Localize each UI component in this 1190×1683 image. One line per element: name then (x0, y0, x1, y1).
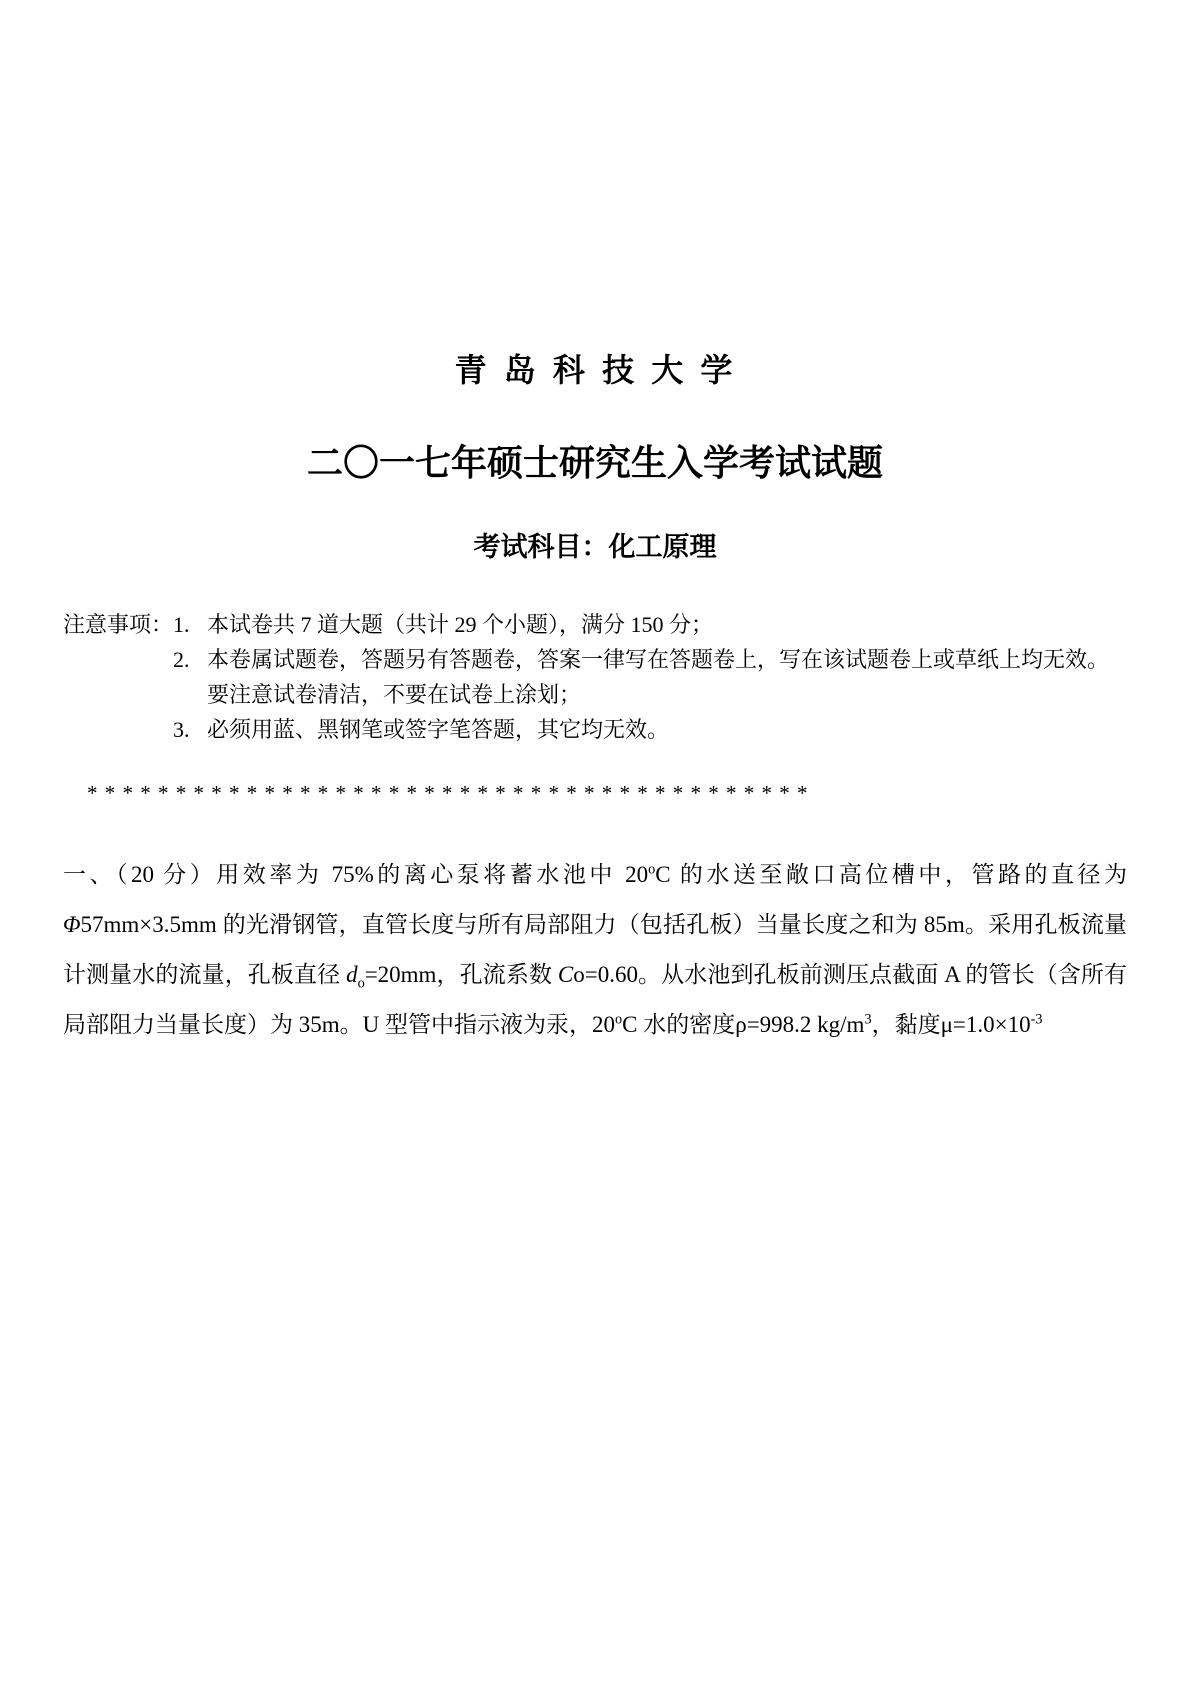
notes-section (63, 607, 1127, 747)
note-text: 必须用蓝、黑钢笔或签字笔答题，其它均无效。 (207, 717, 670, 742)
note-text: 本试卷共 7 道大题（共计 29 个小题），满分 150 分； (207, 612, 714, 637)
note-number: 1. (173, 612, 190, 637)
question-text-segment-subscript: o (357, 975, 365, 992)
note-number: 2. (173, 647, 190, 672)
exam-title: 二〇一七年硕士研究生入学考试试题 (306, 443, 883, 483)
question-text-segment: o=0.60。从水池到孔板前测压点截面 A 的管长（含所有局部阻力当量长度）为 35m。U 型管中指示液为汞，20 (63, 962, 1127, 1037)
note-item (173, 607, 1127, 642)
note-text: 本卷属试题卷，答题另有答题卷，答案一律写在答题卷上，写在该试题卷上或草纸上均无效。要注意试卷清洁，不要在试卷上涂划； (207, 647, 1110, 707)
university-title: 青 岛 科 技 大 学 (454, 351, 736, 389)
question-text-segment-superscript: -3 (1030, 1011, 1043, 1028)
question-text-segment-italic: d (346, 962, 358, 987)
question-text-segment-italic: Φ (63, 912, 81, 937)
note-item (173, 712, 1127, 747)
question-text-segment-superscript: o (648, 861, 656, 878)
question-text-segment-superscript: o (615, 1011, 623, 1028)
asterisk-separator: * * * * * * * * * * * * * * * * * * * * * * * * * * * * * * * * * * * * * * * * * (87, 781, 809, 805)
notes-label: 注意事项： (63, 612, 174, 637)
question-text-segment: 57mm×3.5mm 的光滑钢管，直管长度与所有局部阻力（包括孔板）当量长度之和为 85m。采用孔板流量计测量水的流量，孔板直径 (63, 912, 1127, 987)
question-1-text (63, 850, 1127, 1050)
note-number: 3. (173, 717, 190, 742)
question-text-segment: C 的水送至敞口高位槽中，管路的直径为 (655, 862, 1127, 887)
question-text-segment-superscript: 3 (864, 1011, 872, 1028)
question-text-segment-italic: C (557, 962, 574, 987)
question-text-segment: C 水的密度ρ=998.2 kg/m (622, 1012, 865, 1037)
exam-subject: 考试科目：化工原理 (473, 532, 717, 562)
note-item (173, 642, 1127, 712)
question-text-segment: ，黏度μ=1.0×10 (871, 1012, 1031, 1037)
notes-list (173, 607, 1127, 747)
question-text-segment: =20mm，孔流系数 (364, 962, 558, 987)
question-text-segment: 一、（20 分）用效率为 75%的离心泵将蓄水池中 20 (63, 862, 649, 887)
